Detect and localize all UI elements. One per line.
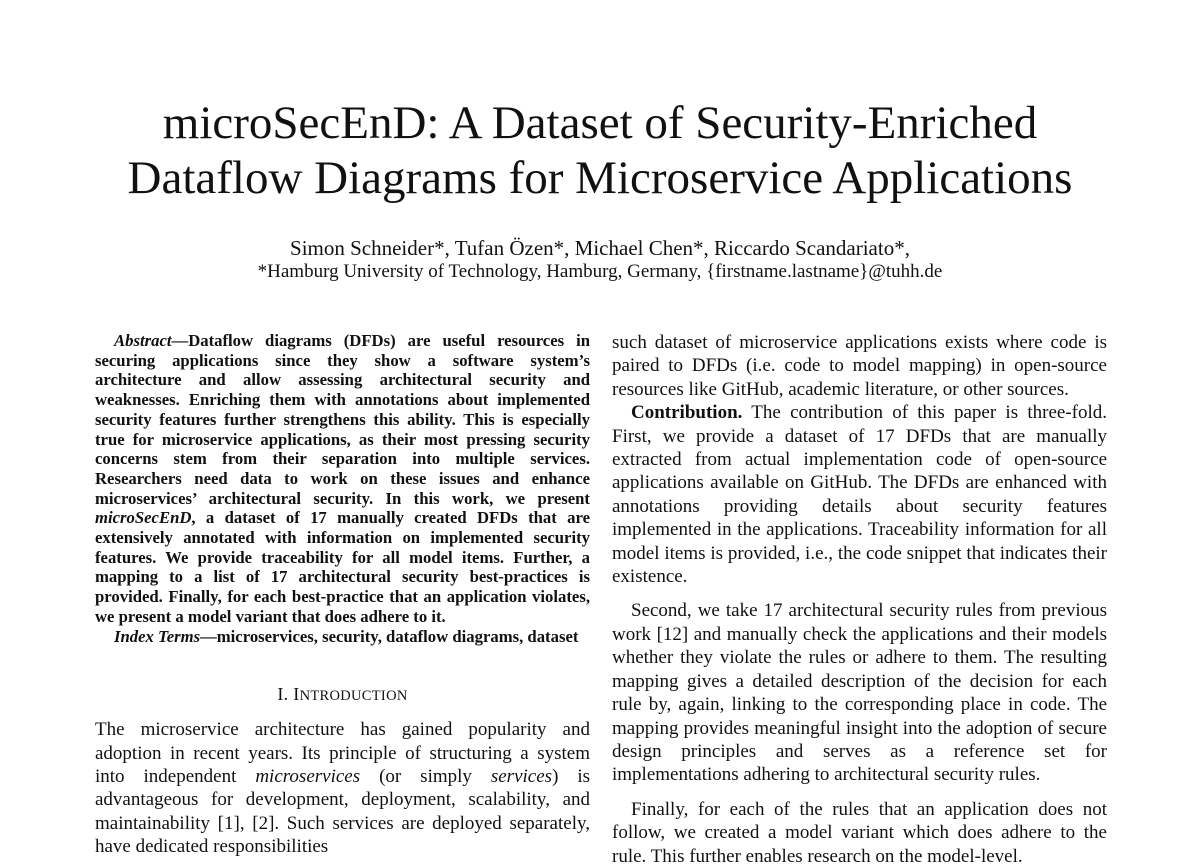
section-heading-numeral: I. I [277,684,300,705]
right-paragraph-1: such dataset of microservice applications exists where code is paired to DFDs (i.e. code to model mapping) in open-source resources like GitHub, academic literature, or other sources. [612,332,1107,400]
contribution-text: The contribution of this paper is three-fold. First, we provide a dataset of 17 DFDs that are manually extracted from actual implementation code of open-source applications available on GitHub. The DFDs are enhanced with annotations providing details about security features implemented in the applications. Traceability information for all model items is provided, i.e., the code snippet that indicates their existence. [612,402,1107,588]
abstract-text-2: , a dataset of 17 manually created DFDs that are extensively annotated with information on implemented security features. We provide traceability for all model items. Further, a mapping to a list of 17 architectural security best-practices is provided. Finally, for each best-practice that an application violates, we present a model variant that does adhere to it. [95,508,590,626]
intro-paragraph-1 [95,718,590,858]
intro-text-c: ) is advantageous for development, deployment, scalability, and maintainability [1], [2]. Such services are deployed separately, have dedicated responsibilities [95,766,591,858]
intro-italic-services: services [490,766,553,788]
dataset-name: microSecEnD [95,508,192,528]
left-column [95,331,590,859]
index-terms-label: Index Terms [114,626,201,646]
second-contribution-paragraph: Second, we take 17 architectural security rules from previous work [12] and manually check the applications and their models whether they violate the rules or adhere to them. The resulting mapping gives a detailed description of the decision for each rule by, again, linking to the corresponding place in code. The mapping provides meaningful insight into the adoption of secure design principles and serves as a reference set for implementations adhering to architectural security rules. [612,600,1107,786]
contribution-label: Contribution. [631,402,743,424]
intro-text-b: (or simply [360,766,491,788]
author-list: Simon Schneider*, Tufan Özen*, Michael Chen*, Riccardo Scandariato*, [290,236,910,260]
right-column [612,331,1107,868]
paper-title-line-1: microSecEnD: A Dataset of Security-Enriched [162,97,1038,149]
abstract-text-1: —Dataflow diagrams (DFDs) are useful resources in securing applications since they show a software system’s architecture and allow assessing architectural security and weaknesses. Enriching them with annotations about implemented security features further strengthens this ability. This is especially true for microservice applications, as their most pressing security concerns stem from their separation into multiple services. Researchers need data to work on these issues and enhance microservices’ architectural security. In this work, we present [95,331,590,508]
index-terms [95,627,590,647]
contribution-paragraph [612,401,1107,588]
abstract [95,331,590,627]
intro-italic-microservices: microservices [255,766,361,788]
third-contribution-paragraph: Finally, for each of the rules that an application does not follow, we created a model variant which does adhere to the rule. This further enables research on the model-level. [612,798,1107,867]
paper-title-line-2: Dataflow Diagrams for Microservice Applications [127,152,1073,204]
intro-text-a: The microservice architecture has gained popularity and adoption in recent years. Its principle of structuring a system into independent [95,719,590,788]
section-heading-introduction [95,682,590,708]
affiliation: *Hamburg University of Technology, Hamburg, Germany, {firstname.lastname}@tuhh.de [257,261,943,282]
abstract-label: Abstract [114,331,172,350]
index-terms-text: —microservices, security, dataflow diagrams, dataset [200,626,579,646]
section-heading-rest: NTRODUCTION [299,688,408,705]
